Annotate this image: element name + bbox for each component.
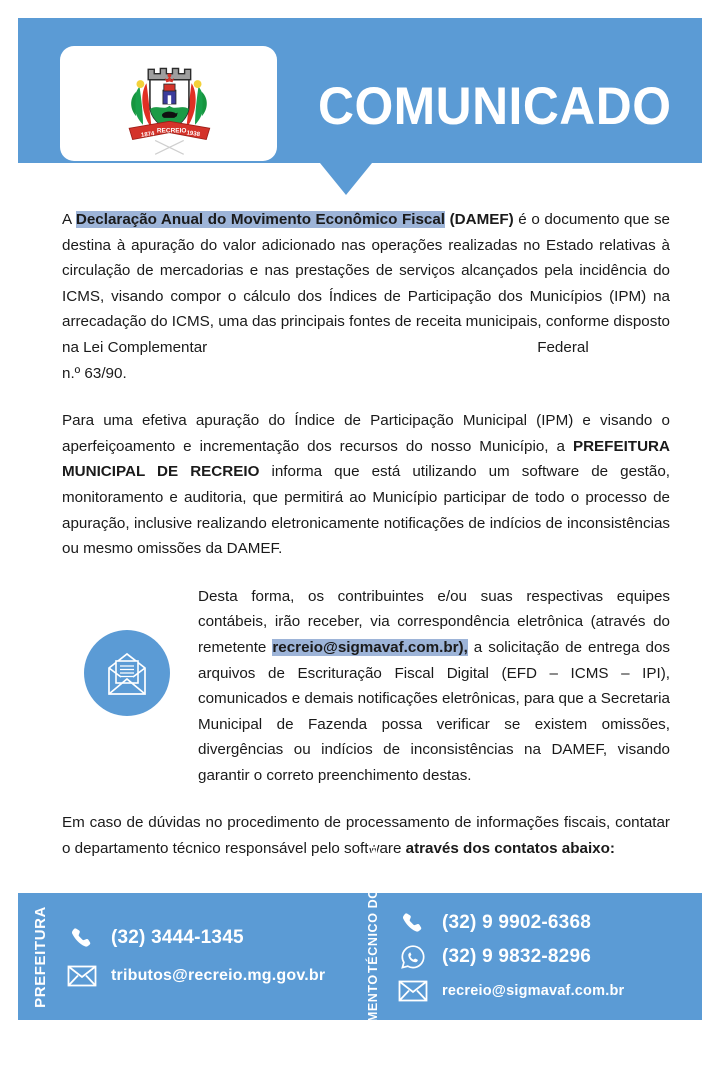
- p1-lead: A: [62, 211, 76, 228]
- footer-label-line-3: SISTEMA: [366, 828, 380, 888]
- phone-icon: [65, 926, 99, 950]
- contact-row[interactable]: [396, 906, 624, 940]
- p1-acronym: (DAMEF): [445, 211, 514, 228]
- page-title: COMUNICADO: [318, 77, 672, 136]
- crest-name: RECREIO: [156, 127, 186, 135]
- whatsapp-icon: [396, 944, 430, 970]
- p3-a: Desta forma, os contribuintes e/ou suas respectivas equipes contábeis, irão receber, via correspondência eletrônica (através do remetente: [198, 587, 670, 656]
- p3-b: a solicitação de entrega dos arquivos de Escrituração Fiscal Digital (EFD – ICMS – IPI), comunicados e demais notificações eletrônicas, para que a Secretaria Municipal de Fazenda possa verificar se existem omissões, divergências ou indícios de inconsistências na DAMEF, visando garantir o correto preenchimento destas.: [198, 638, 670, 784]
- paragraph-ipm-software: [62, 408, 670, 562]
- p2-a: Para uma efetiva apuração do Índice de Participação Municipal (IPM) e visando o aperfeiçoamento e incrementação dos recursos do nosso Município, a: [62, 412, 670, 455]
- p4-b: :: [609, 840, 615, 858]
- p2-bold-prefeitura: PREFEITURA MUNICIPAL DE RECREIO: [62, 437, 670, 481]
- footer-label-departamento: [366, 828, 380, 1085]
- contact-phone-text: (32) 9 9902-6368: [442, 911, 591, 933]
- footer-label-prefeitura: PREFEITURA: [32, 905, 49, 1008]
- paragraph-damef-definition: [62, 207, 670, 386]
- contact-email-text: recreio@sigmavaf.com.br: [442, 982, 625, 999]
- coat-of-arms-icon: [117, 52, 221, 156]
- envelope-icon: [65, 965, 99, 987]
- phone-icon: [396, 911, 430, 935]
- footer-label-line-1: DEPARTAMENTO: [366, 974, 380, 1085]
- p1-highlight: Declaração Anual do Movimento Econômico Fiscal: [75, 211, 446, 228]
- paragraph-email-notice-block: [62, 584, 670, 789]
- footer-contacts-prefeitura: [65, 919, 325, 995]
- p3-highlight-email: recreio@sigmavaf.com.br),: [272, 638, 468, 656]
- contact-whatsapp-text: (32) 9 9832-8296: [442, 945, 591, 967]
- contact-row[interactable]: [65, 957, 325, 995]
- header-band: [18, 18, 702, 163]
- p4-bold: através dos contatos abaixo: [405, 840, 610, 858]
- footer-column-prefeitura: [32, 893, 325, 1020]
- logo-card: [60, 46, 277, 161]
- crest-year-right: 1938: [185, 129, 200, 138]
- contact-row[interactable]: [396, 974, 624, 1008]
- envelope-icon: [396, 980, 430, 1002]
- p4-a: Em caso de dúvidas no procedimento de processamento de informações fiscais, contatar o departamento técnico responsável pelo software: [62, 814, 670, 858]
- p1-rest-c: n.º 63/90.: [62, 364, 127, 382]
- header-arrow: [320, 163, 372, 195]
- footer-label-line-2: TÉCNICO DO: [366, 888, 380, 974]
- p2-b: informa que está utilizando um software de gestão, monitoramento e auditoria, que permitirá ao Município participar de todo o processo de apuração, inclusive realizando eletronicamente notificações de indícios de inconsistências ou mesmo omissões da DAMEF.: [62, 463, 671, 558]
- document-body: [62, 207, 670, 862]
- contact-row[interactable]: [396, 940, 624, 974]
- crest-year-left: 1874: [140, 130, 155, 139]
- open-envelope-icon: [84, 630, 170, 716]
- contact-email-text: tributos@recreio.mg.gov.br: [111, 966, 326, 984]
- contact-phone-text: (32) 3444-1345: [111, 926, 244, 948]
- p1-rest-b: Federal: [537, 338, 589, 356]
- contact-row[interactable]: [65, 919, 325, 957]
- p1-rest: é o documento que se destina à apuração do valor adicionado nas operações realizadas no Estado relativas à circulação de mercadorias e nas prestações de serviços alcançados pela incidência do ICMS, visando compor o cálculo dos Índices de Participação dos Municípios (IPM) na arrecadação do ICMS, uma das principais fontes de receita municipais, conforme disposto na Lei Complementar: [62, 211, 671, 356]
- footer-contacts-departamento: [396, 906, 624, 1008]
